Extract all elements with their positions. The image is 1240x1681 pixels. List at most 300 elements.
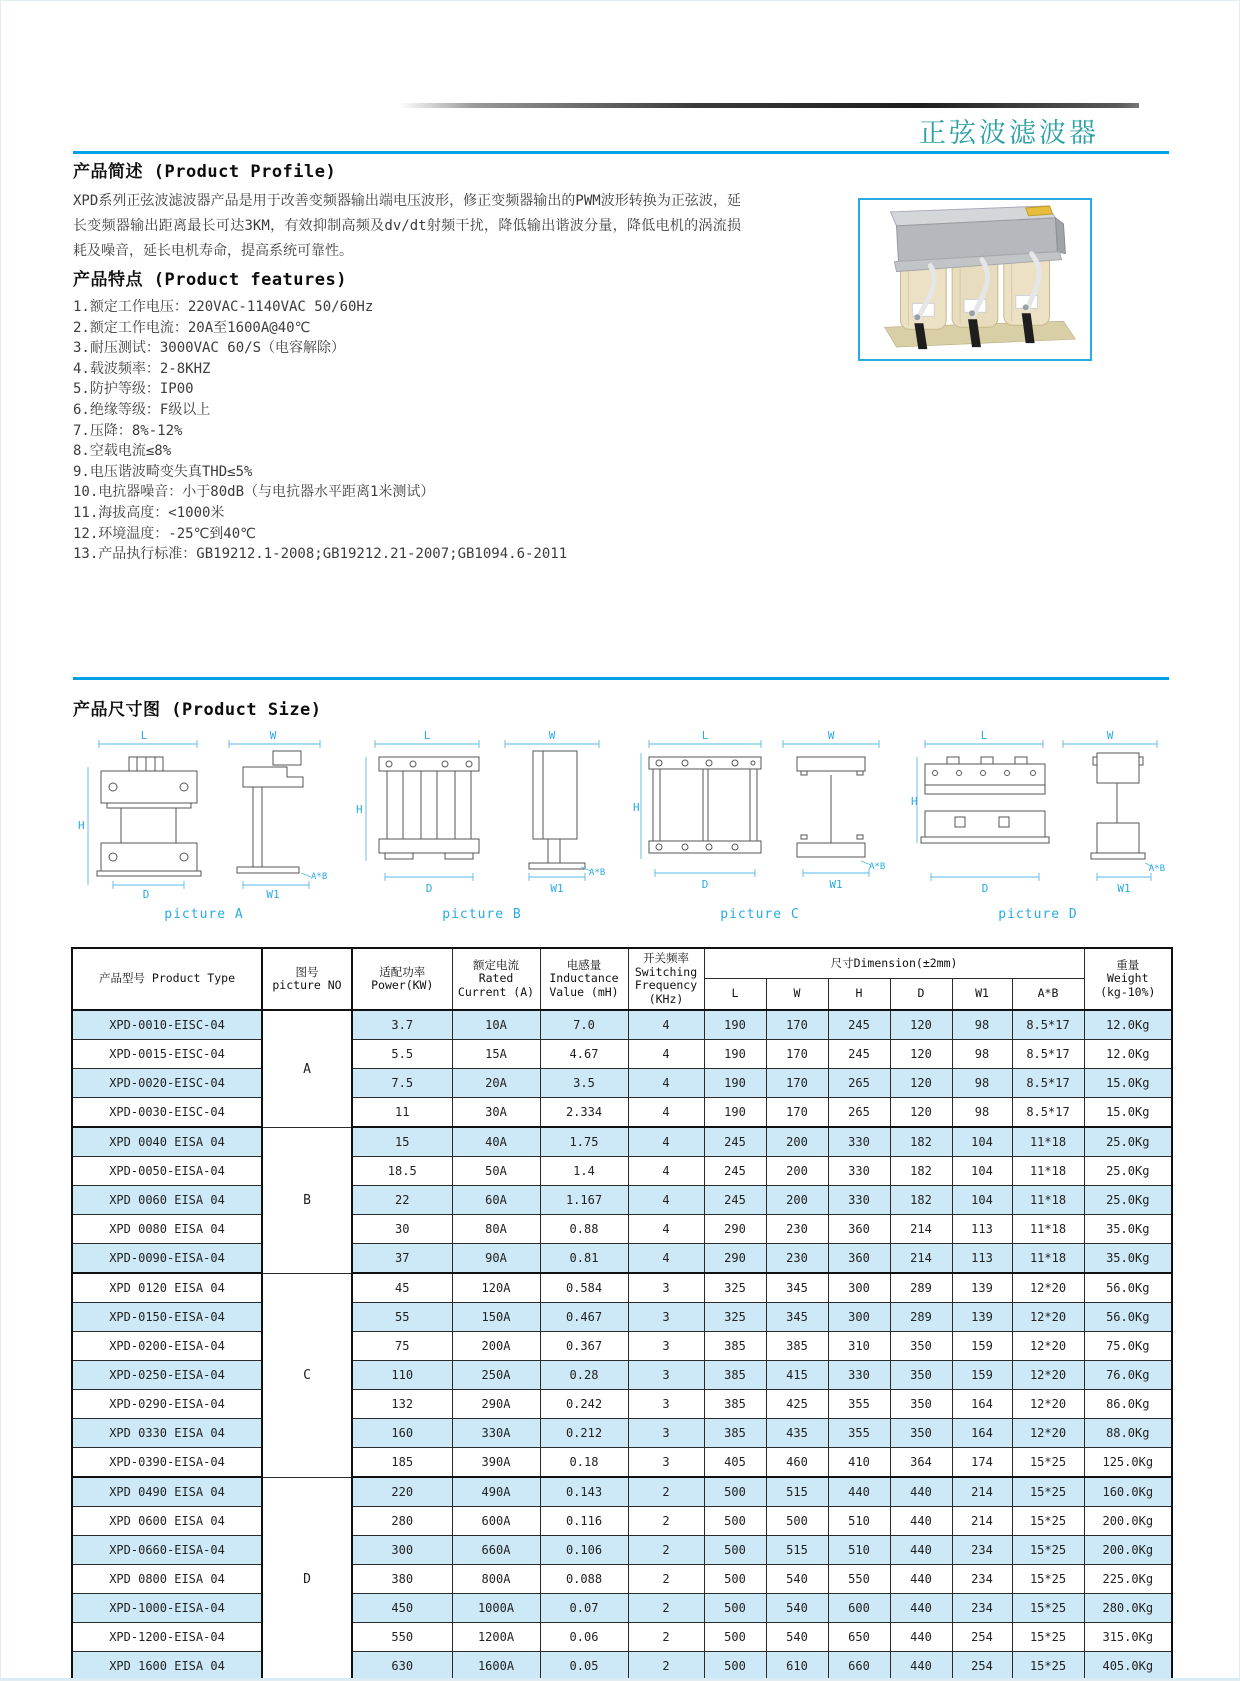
header-product-type: 产品型号 Product Type bbox=[72, 948, 262, 1010]
svg-text:L: L bbox=[423, 729, 430, 742]
value-cell: 15*25 bbox=[1012, 1623, 1084, 1652]
header-gradient-bar bbox=[399, 103, 1139, 108]
value-cell: 15*25 bbox=[1012, 1477, 1084, 1507]
value-cell: 230 bbox=[766, 1215, 828, 1244]
section-divider bbox=[73, 151, 1169, 154]
value-cell: 440 bbox=[890, 1594, 952, 1623]
table-row bbox=[72, 1448, 1172, 1478]
value-cell: 550 bbox=[828, 1565, 890, 1594]
value-cell: 2 bbox=[628, 1623, 704, 1652]
value-cell: 200A bbox=[452, 1332, 540, 1361]
value-cell: 60A bbox=[452, 1186, 540, 1215]
value-cell: 4 bbox=[628, 1098, 704, 1128]
feature-item: 2.额定工作电流：20A至1600A@40℃ bbox=[73, 319, 311, 336]
value-cell: 4.67 bbox=[540, 1040, 628, 1069]
value-cell: 234 bbox=[952, 1536, 1012, 1565]
value-cell: 330 bbox=[828, 1186, 890, 1215]
value-cell: 0.242 bbox=[540, 1390, 628, 1419]
value-cell: 12.0Kg bbox=[1084, 1040, 1172, 1069]
dimension-drawing-b bbox=[355, 727, 610, 899]
model-cell: XPD 0800 EISA 04 bbox=[72, 1565, 262, 1594]
value-cell: 4 bbox=[628, 1244, 704, 1274]
value-cell: 290A bbox=[452, 1390, 540, 1419]
value-cell: 660A bbox=[452, 1536, 540, 1565]
table-row bbox=[72, 1215, 1172, 1244]
value-cell: 214 bbox=[952, 1507, 1012, 1536]
table-row bbox=[72, 1098, 1172, 1128]
value-cell: 515 bbox=[766, 1477, 828, 1507]
value-cell: 98 bbox=[952, 1010, 1012, 1040]
value-cell: 330 bbox=[828, 1361, 890, 1390]
value-cell: 0.18 bbox=[540, 1448, 628, 1478]
drawing-group-c bbox=[629, 727, 891, 922]
value-cell: 3 bbox=[628, 1448, 704, 1478]
table-row bbox=[72, 1303, 1172, 1332]
table-row bbox=[72, 1040, 1172, 1069]
table-row bbox=[72, 1069, 1172, 1098]
drawing-caption: picture C bbox=[720, 907, 800, 922]
svg-text:W: W bbox=[269, 729, 276, 742]
dimension-drawing-a bbox=[77, 727, 332, 899]
model-cell: XPD 0600 EISA 04 bbox=[72, 1507, 262, 1536]
feature-item: 7.压降：8%-12% bbox=[73, 422, 183, 439]
value-cell: 11*18 bbox=[1012, 1157, 1084, 1186]
value-cell: 254 bbox=[952, 1652, 1012, 1681]
value-cell: 25.0Kg bbox=[1084, 1127, 1172, 1157]
model-cell: XPD-0250-EISA-04 bbox=[72, 1361, 262, 1390]
table-row bbox=[72, 1536, 1172, 1565]
svg-text:A*B: A*B bbox=[588, 868, 605, 878]
value-cell: 345 bbox=[766, 1303, 828, 1332]
value-cell: 500 bbox=[704, 1594, 766, 1623]
page-title: 正弦波滤波器 bbox=[919, 118, 1099, 149]
value-cell: 380 bbox=[352, 1565, 452, 1594]
value-cell: 185 bbox=[352, 1448, 452, 1478]
model-cell: XPD-0030-EISC-04 bbox=[72, 1098, 262, 1128]
table-row bbox=[72, 1652, 1172, 1681]
value-cell: 325 bbox=[704, 1273, 766, 1303]
value-cell: 360 bbox=[828, 1244, 890, 1274]
svg-text:W1: W1 bbox=[828, 878, 843, 891]
value-cell: 345 bbox=[766, 1273, 828, 1303]
spec-table bbox=[71, 947, 1173, 1681]
model-cell: XPD-0010-EISC-04 bbox=[72, 1010, 262, 1040]
value-cell: 2 bbox=[628, 1536, 704, 1565]
value-cell: 35.0Kg bbox=[1084, 1244, 1172, 1274]
value-cell: 164 bbox=[952, 1390, 1012, 1419]
value-cell: 35.0Kg bbox=[1084, 1215, 1172, 1244]
svg-text:L: L bbox=[701, 729, 708, 742]
value-cell: 0.88 bbox=[540, 1215, 628, 1244]
value-cell: 0.81 bbox=[540, 1244, 628, 1274]
value-cell: 245 bbox=[828, 1040, 890, 1069]
value-cell: 139 bbox=[952, 1303, 1012, 1332]
value-cell: 15 bbox=[352, 1127, 452, 1157]
value-cell: 450 bbox=[352, 1594, 452, 1623]
value-cell: 86.0Kg bbox=[1084, 1390, 1172, 1419]
table-row bbox=[72, 1157, 1172, 1186]
value-cell: 8.5*17 bbox=[1012, 1098, 1084, 1128]
value-cell: 0.28 bbox=[540, 1361, 628, 1390]
svg-text:W1: W1 bbox=[1116, 882, 1131, 895]
value-cell: 3 bbox=[628, 1273, 704, 1303]
value-cell: 540 bbox=[766, 1594, 828, 1623]
value-cell: 120 bbox=[890, 1040, 952, 1069]
value-cell: 2.334 bbox=[540, 1098, 628, 1128]
value-cell: 440 bbox=[890, 1623, 952, 1652]
value-cell: 0.088 bbox=[540, 1565, 628, 1594]
value-cell: 0.116 bbox=[540, 1507, 628, 1536]
value-cell: 800A bbox=[452, 1565, 540, 1594]
value-cell: 300 bbox=[352, 1536, 452, 1565]
value-cell: 11*18 bbox=[1012, 1244, 1084, 1274]
model-cell: XPD-0200-EISA-04 bbox=[72, 1332, 262, 1361]
value-cell: 190 bbox=[704, 1040, 766, 1069]
feature-item: 5.防护等级：IP00 bbox=[73, 381, 194, 398]
value-cell: 3 bbox=[628, 1332, 704, 1361]
model-cell: XPD-0050-EISA-04 bbox=[72, 1157, 262, 1186]
value-cell: 245 bbox=[704, 1127, 766, 1157]
header-dim-w1: W1 bbox=[952, 979, 1012, 1011]
feature-item: 10.电抗器噪音：小于80dB（与电抗器水平距离1米测试） bbox=[73, 484, 435, 501]
scan-edge bbox=[1, 1678, 1239, 1680]
feature-item: 6.绝缘等级：F级以上 bbox=[73, 401, 211, 418]
model-cell: XPD 0120 EISA 04 bbox=[72, 1273, 262, 1303]
value-cell: 3.5 bbox=[540, 1069, 628, 1098]
feature-item: 8.空载电流≤8% bbox=[73, 443, 172, 460]
value-cell: 150A bbox=[452, 1303, 540, 1332]
value-cell: 182 bbox=[890, 1186, 952, 1215]
value-cell: 160 bbox=[352, 1419, 452, 1448]
value-cell: 290 bbox=[704, 1215, 766, 1244]
value-cell: 4 bbox=[628, 1157, 704, 1186]
value-cell: 113 bbox=[952, 1215, 1012, 1244]
value-cell: 174 bbox=[952, 1448, 1012, 1478]
header-inductance: 电感量 Inductance Value (mH) bbox=[540, 948, 628, 1010]
value-cell: 90A bbox=[452, 1244, 540, 1274]
drawing-group-d bbox=[907, 727, 1169, 922]
value-cell: 190 bbox=[704, 1010, 766, 1040]
value-cell: 7.5 bbox=[352, 1069, 452, 1098]
svg-text:L: L bbox=[980, 729, 987, 742]
model-cell: XPD 0040 EISA 04 bbox=[72, 1127, 262, 1157]
value-cell: 500 bbox=[704, 1536, 766, 1565]
value-cell: 660 bbox=[828, 1652, 890, 1681]
value-cell: 425 bbox=[766, 1390, 828, 1419]
dimension-drawing-c bbox=[633, 727, 888, 899]
profile-body: XPD系列正弦波滤波器产品是用于改善变频器输出端电压波形，修正变频器输出的PWM波形转换为正弦波，延长变频器输出距离最长可达3KM，有效抑制高频及dv/dt射频干扰，降低输出谐波分量，降低电机的涡流损耗及噪音，延长电机寿命，提高系统可靠性。 bbox=[73, 193, 741, 259]
value-cell: 120 bbox=[890, 1098, 952, 1128]
value-cell: 98 bbox=[952, 1069, 1012, 1098]
value-cell: 12*20 bbox=[1012, 1332, 1084, 1361]
svg-text:D: D bbox=[142, 888, 149, 899]
model-cell: XPD 0490 EISA 04 bbox=[72, 1477, 262, 1507]
value-cell: 0.367 bbox=[540, 1332, 628, 1361]
value-cell: 55 bbox=[352, 1303, 452, 1332]
value-cell: 440 bbox=[890, 1565, 952, 1594]
value-cell: 15*25 bbox=[1012, 1594, 1084, 1623]
value-cell: 405 bbox=[704, 1448, 766, 1478]
feature-item: 11.海拔高度：<1000米 bbox=[73, 504, 225, 521]
value-cell: 355 bbox=[828, 1419, 890, 1448]
value-cell: 440 bbox=[890, 1477, 952, 1507]
value-cell: 7.0 bbox=[540, 1010, 628, 1040]
value-cell: 245 bbox=[828, 1010, 890, 1040]
value-cell: 355 bbox=[828, 1390, 890, 1419]
value-cell: 22 bbox=[352, 1186, 452, 1215]
value-cell: 3.7 bbox=[352, 1010, 452, 1040]
value-cell: 350 bbox=[890, 1332, 952, 1361]
value-cell: 15*25 bbox=[1012, 1507, 1084, 1536]
table-row bbox=[72, 1623, 1172, 1652]
table-row bbox=[72, 1419, 1172, 1448]
value-cell: 234 bbox=[952, 1565, 1012, 1594]
value-cell: 515 bbox=[766, 1536, 828, 1565]
value-cell: 440 bbox=[890, 1536, 952, 1565]
value-cell: 15*25 bbox=[1012, 1565, 1084, 1594]
value-cell: 600 bbox=[828, 1594, 890, 1623]
picture-group-cell: C bbox=[262, 1273, 352, 1477]
value-cell: 0.467 bbox=[540, 1303, 628, 1332]
value-cell: 225.0Kg bbox=[1084, 1565, 1172, 1594]
value-cell: 500 bbox=[766, 1507, 828, 1536]
value-cell: 0.07 bbox=[540, 1594, 628, 1623]
table-row bbox=[72, 1390, 1172, 1419]
svg-text:W1: W1 bbox=[549, 882, 564, 895]
table-row bbox=[72, 1273, 1172, 1303]
value-cell: 290 bbox=[704, 1244, 766, 1274]
value-cell: 500 bbox=[704, 1507, 766, 1536]
value-cell: 88.0Kg bbox=[1084, 1419, 1172, 1448]
header-dim-d: D bbox=[890, 979, 952, 1011]
feature-item: 12.环境温度：-25℃到40℃ bbox=[73, 525, 256, 542]
value-cell: 265 bbox=[828, 1098, 890, 1128]
value-cell: 310 bbox=[828, 1332, 890, 1361]
value-cell: 98 bbox=[952, 1098, 1012, 1128]
dimension-drawings bbox=[73, 727, 1169, 922]
value-cell: 330 bbox=[828, 1127, 890, 1157]
svg-text:L: L bbox=[140, 729, 147, 742]
value-cell: 139 bbox=[952, 1273, 1012, 1303]
svg-text:W1: W1 bbox=[265, 888, 280, 899]
svg-text:D: D bbox=[425, 882, 432, 895]
model-cell: XPD 0330 EISA 04 bbox=[72, 1419, 262, 1448]
value-cell: 25.0Kg bbox=[1084, 1157, 1172, 1186]
value-cell: 4 bbox=[628, 1127, 704, 1157]
value-cell: 540 bbox=[766, 1565, 828, 1594]
value-cell: 113 bbox=[952, 1244, 1012, 1274]
header-picture-no: 图号 picture NO bbox=[262, 948, 352, 1010]
value-cell: 15A bbox=[452, 1040, 540, 1069]
drawing-group-b bbox=[351, 727, 613, 922]
value-cell: 1.167 bbox=[540, 1186, 628, 1215]
svg-text:A*B: A*B bbox=[868, 862, 885, 872]
spec-table-wrap bbox=[71, 947, 1171, 1681]
value-cell: 190 bbox=[704, 1069, 766, 1098]
value-cell: 2 bbox=[628, 1477, 704, 1507]
value-cell: 330 bbox=[828, 1157, 890, 1186]
value-cell: 230 bbox=[766, 1244, 828, 1274]
value-cell: 500 bbox=[704, 1652, 766, 1681]
value-cell: 490A bbox=[452, 1477, 540, 1507]
model-cell: XPD-1000-EISA-04 bbox=[72, 1594, 262, 1623]
value-cell: 104 bbox=[952, 1127, 1012, 1157]
value-cell: 75 bbox=[352, 1332, 452, 1361]
drawing-group-a bbox=[73, 727, 335, 922]
value-cell: 0.212 bbox=[540, 1419, 628, 1448]
value-cell: 4 bbox=[628, 1069, 704, 1098]
feature-item: 4.载波频率：2-8KHZ bbox=[73, 360, 211, 377]
model-cell: XPD-0090-EISA-04 bbox=[72, 1244, 262, 1274]
model-cell: XPD-0020-EISC-04 bbox=[72, 1069, 262, 1098]
value-cell: 200 bbox=[766, 1127, 828, 1157]
table-row bbox=[72, 1507, 1172, 1536]
value-cell: 1.75 bbox=[540, 1127, 628, 1157]
picture-group-cell: A bbox=[262, 1010, 352, 1127]
value-cell: 460 bbox=[766, 1448, 828, 1478]
value-cell: 5.5 bbox=[352, 1040, 452, 1069]
value-cell: 364 bbox=[890, 1448, 952, 1478]
feature-item: 13.产品执行标准：GB19212.1-2008;GB19212.21-2007;GB1094.6-2011 bbox=[73, 546, 568, 563]
value-cell: 254 bbox=[952, 1623, 1012, 1652]
table-row bbox=[72, 1594, 1172, 1623]
model-cell: XPD-1200-EISA-04 bbox=[72, 1623, 262, 1652]
picture-group-cell: B bbox=[262, 1127, 352, 1273]
drawing-caption: picture A bbox=[164, 907, 244, 922]
value-cell: 1.4 bbox=[540, 1157, 628, 1186]
value-cell: 37 bbox=[352, 1244, 452, 1274]
value-cell: 56.0Kg bbox=[1084, 1273, 1172, 1303]
value-cell: 435 bbox=[766, 1419, 828, 1448]
value-cell: 1200A bbox=[452, 1623, 540, 1652]
features-list bbox=[73, 297, 773, 565]
value-cell: 15*25 bbox=[1012, 1536, 1084, 1565]
svg-text:A*B: A*B bbox=[1148, 864, 1165, 874]
header-dimension: 尺寸Dimension(±2mm) bbox=[704, 948, 1084, 979]
value-cell: 390A bbox=[452, 1448, 540, 1478]
header-dim-axb: A*B bbox=[1012, 979, 1084, 1011]
header-rated-current: 额定电流 Rated Current (A) bbox=[452, 948, 540, 1010]
value-cell: 4 bbox=[628, 1186, 704, 1215]
value-cell: 80A bbox=[452, 1215, 540, 1244]
value-cell: 190 bbox=[704, 1098, 766, 1128]
svg-text:W: W bbox=[548, 729, 555, 742]
value-cell: 120 bbox=[890, 1010, 952, 1040]
value-cell: 440 bbox=[890, 1507, 952, 1536]
value-cell: 10A bbox=[452, 1010, 540, 1040]
value-cell: 330A bbox=[452, 1419, 540, 1448]
value-cell: 104 bbox=[952, 1157, 1012, 1186]
value-cell: 164 bbox=[952, 1419, 1012, 1448]
value-cell: 25.0Kg bbox=[1084, 1186, 1172, 1215]
model-cell: XPD-0290-EISA-04 bbox=[72, 1390, 262, 1419]
value-cell: 160.0Kg bbox=[1084, 1477, 1172, 1507]
value-cell: 20A bbox=[452, 1069, 540, 1098]
model-cell: XPD-0390-EISA-04 bbox=[72, 1448, 262, 1478]
value-cell: 4 bbox=[628, 1040, 704, 1069]
value-cell: 0.143 bbox=[540, 1477, 628, 1507]
value-cell: 15.0Kg bbox=[1084, 1069, 1172, 1098]
features-heading: 产品特点 (Product features) bbox=[73, 270, 347, 290]
svg-text:W: W bbox=[1106, 729, 1113, 742]
value-cell: 8.5*17 bbox=[1012, 1069, 1084, 1098]
value-cell: 3 bbox=[628, 1419, 704, 1448]
value-cell: 385 bbox=[704, 1361, 766, 1390]
value-cell: 110 bbox=[352, 1361, 452, 1390]
terminal-box bbox=[891, 206, 1066, 272]
table-row bbox=[72, 1010, 1172, 1040]
value-cell: 170 bbox=[766, 1069, 828, 1098]
value-cell: 214 bbox=[890, 1215, 952, 1244]
value-cell: 289 bbox=[890, 1273, 952, 1303]
feature-item: 1.额定工作电压：220VAC-1140VAC 50/60Hz bbox=[73, 299, 374, 315]
value-cell: 11*18 bbox=[1012, 1215, 1084, 1244]
table-row bbox=[72, 1127, 1172, 1157]
value-cell: 0.05 bbox=[540, 1652, 628, 1681]
value-cell: 245 bbox=[704, 1157, 766, 1186]
value-cell: 200.0Kg bbox=[1084, 1507, 1172, 1536]
value-cell: 280 bbox=[352, 1507, 452, 1536]
profile-heading: 产品简述 (Product Profile) bbox=[73, 162, 337, 182]
value-cell: 610 bbox=[766, 1652, 828, 1681]
value-cell: 1000A bbox=[452, 1594, 540, 1623]
value-cell: 98 bbox=[952, 1040, 1012, 1069]
value-cell: 75.0Kg bbox=[1084, 1332, 1172, 1361]
svg-text:W: W bbox=[827, 729, 834, 742]
value-cell: 650 bbox=[828, 1623, 890, 1652]
svg-text:D: D bbox=[981, 882, 988, 895]
header-switching-frequency: 开关频率 Switching Frequency (KHz) bbox=[628, 948, 704, 1010]
drawing-caption: picture D bbox=[998, 907, 1078, 922]
header-dim-l: L bbox=[704, 979, 766, 1011]
value-cell: 245 bbox=[704, 1186, 766, 1215]
value-cell: 11*18 bbox=[1012, 1186, 1084, 1215]
value-cell: 170 bbox=[766, 1040, 828, 1069]
value-cell: 30 bbox=[352, 1215, 452, 1244]
feature-item: 3.耐压测试：3000VAC 60/S（电容解除） bbox=[73, 340, 346, 357]
value-cell: 385 bbox=[704, 1390, 766, 1419]
value-cell: 265 bbox=[828, 1069, 890, 1098]
value-cell: 120A bbox=[452, 1273, 540, 1303]
value-cell: 510 bbox=[828, 1536, 890, 1565]
value-cell: 76.0Kg bbox=[1084, 1361, 1172, 1390]
value-cell: 600A bbox=[452, 1507, 540, 1536]
value-cell: 8.5*17 bbox=[1012, 1010, 1084, 1040]
value-cell: 500 bbox=[704, 1623, 766, 1652]
value-cell: 30A bbox=[452, 1098, 540, 1128]
value-cell: 214 bbox=[890, 1244, 952, 1274]
table-row bbox=[72, 1332, 1172, 1361]
value-cell: 214 bbox=[952, 1477, 1012, 1507]
dimension-drawing-d bbox=[911, 727, 1166, 899]
drawing-caption: picture B bbox=[442, 907, 522, 922]
value-cell: 3 bbox=[628, 1361, 704, 1390]
value-cell: 1600A bbox=[452, 1652, 540, 1681]
header-weight: 重量 Weight (kg-10%) bbox=[1084, 948, 1172, 1010]
feature-item: 9.电压谐波畸变失真THD≤5% bbox=[73, 463, 253, 480]
value-cell: 385 bbox=[704, 1419, 766, 1448]
picture-group-cell: D bbox=[262, 1477, 352, 1681]
value-cell: 12*20 bbox=[1012, 1419, 1084, 1448]
value-cell: 550 bbox=[352, 1623, 452, 1652]
value-cell: 11*18 bbox=[1012, 1127, 1084, 1157]
value-cell: 8.5*17 bbox=[1012, 1040, 1084, 1069]
table-row bbox=[72, 1361, 1172, 1390]
value-cell: 2 bbox=[628, 1652, 704, 1681]
value-cell: 15*25 bbox=[1012, 1652, 1084, 1681]
value-cell: 15.0Kg bbox=[1084, 1098, 1172, 1128]
value-cell: 440 bbox=[828, 1477, 890, 1507]
